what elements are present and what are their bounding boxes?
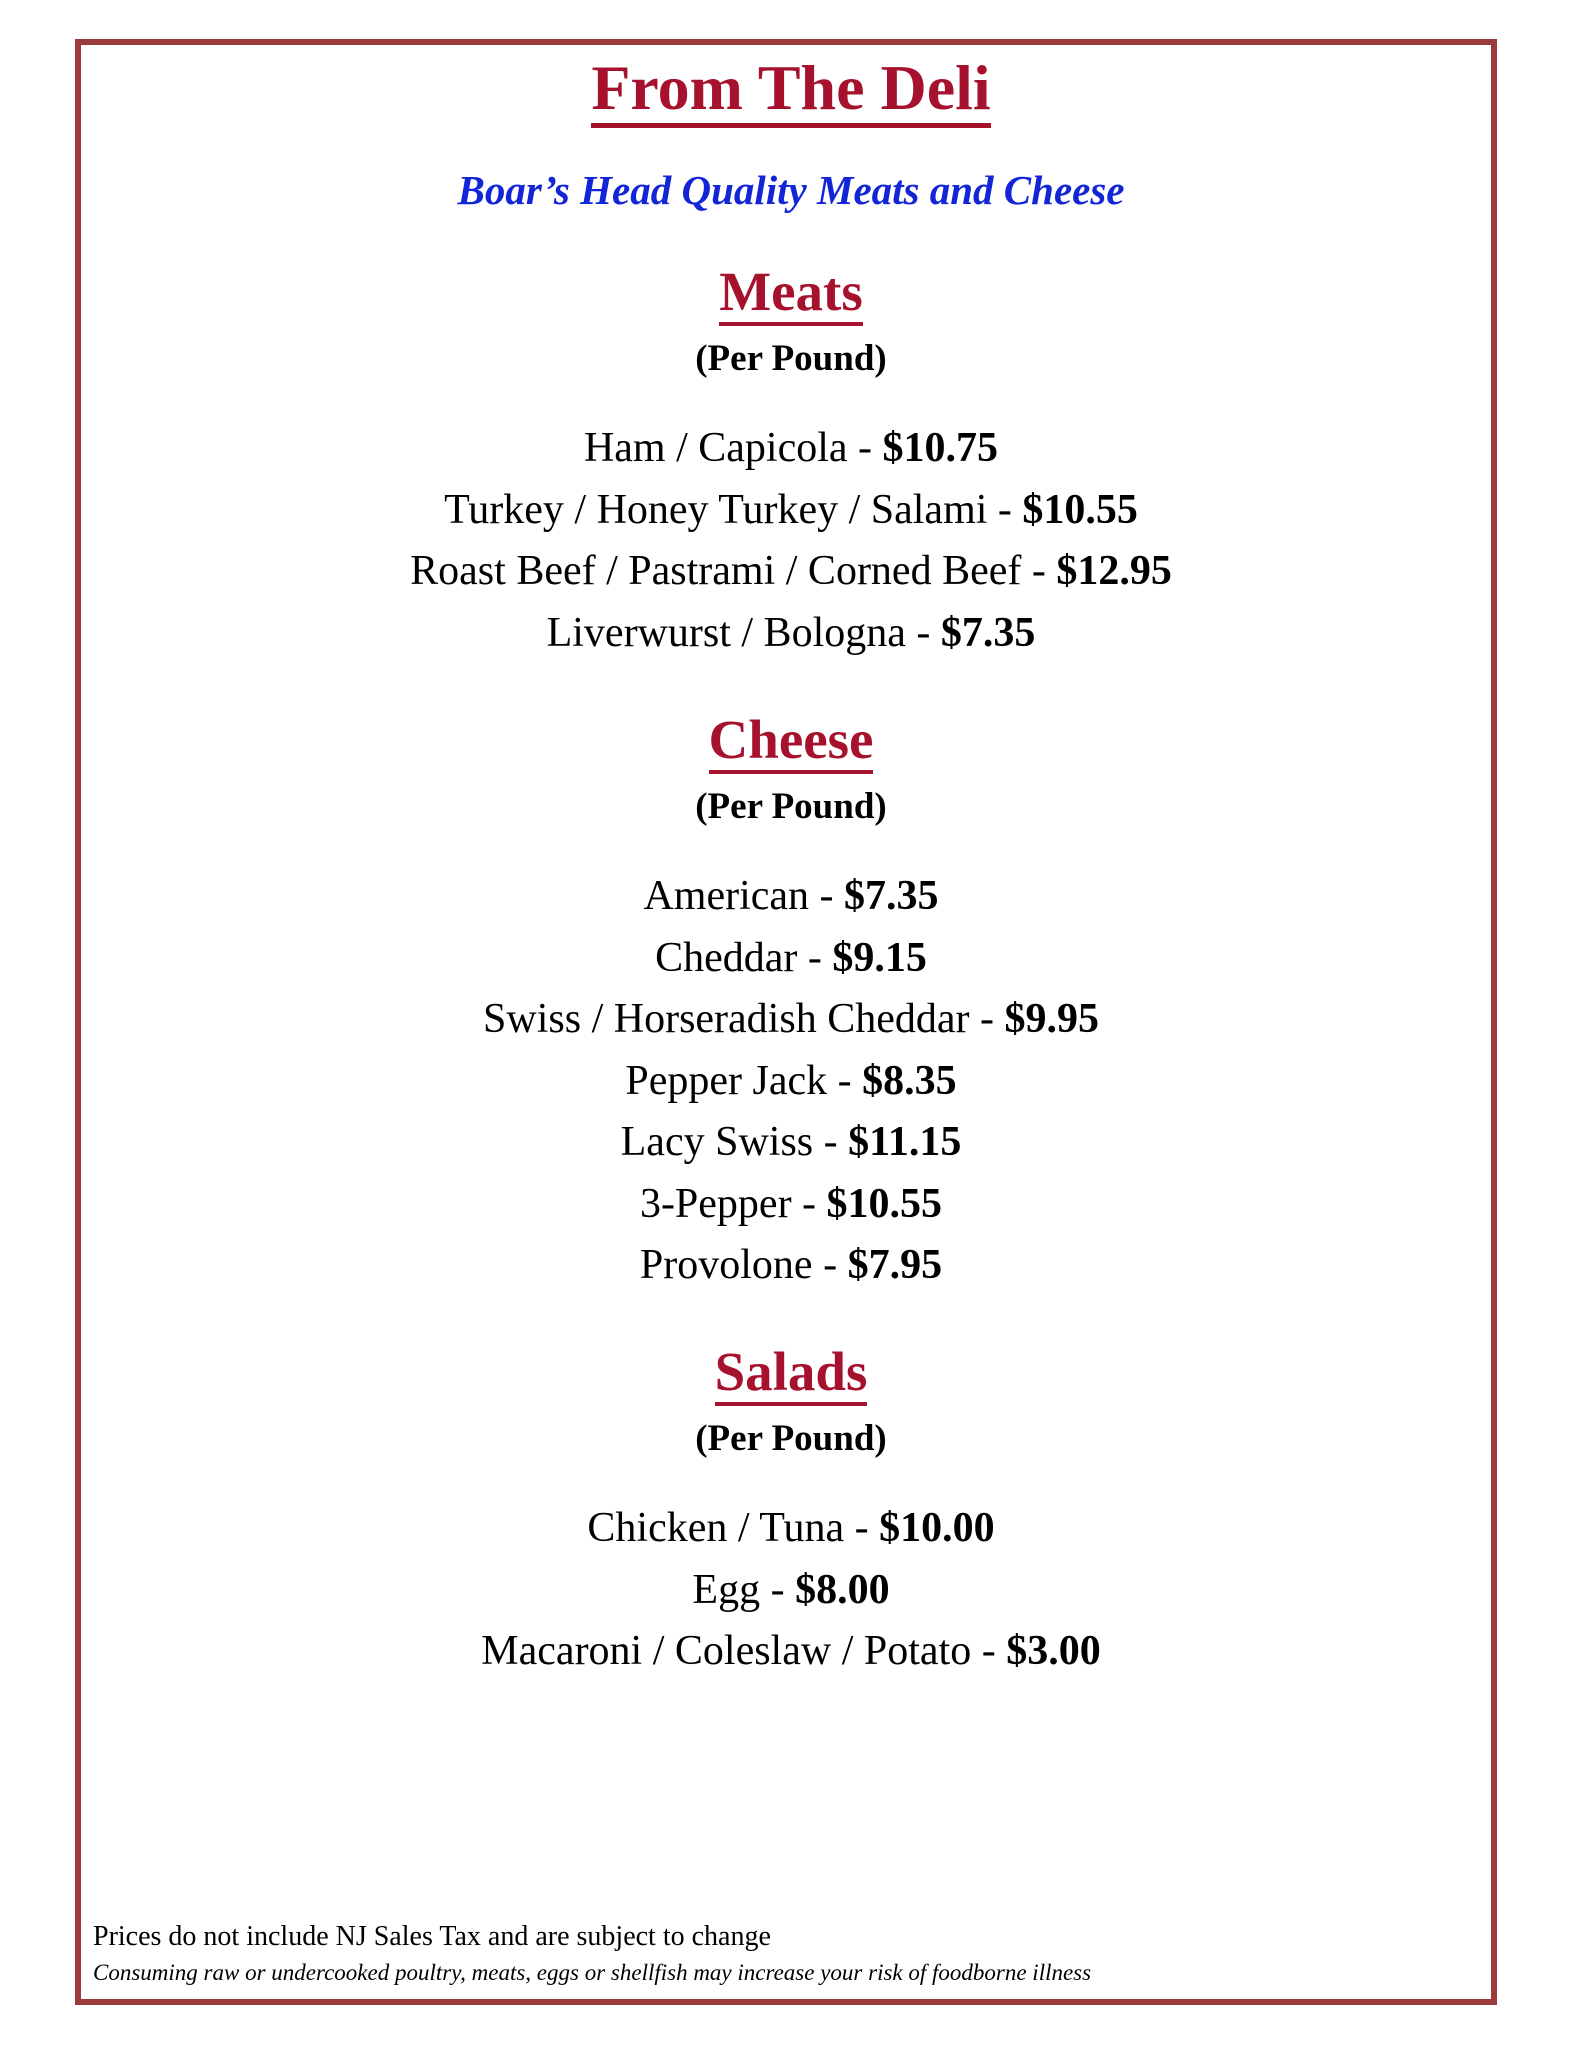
section-unit-meats: (Per Pound) <box>695 338 887 379</box>
list-item: Roast Beef / Pastrami / Corned Beef - $12.95 <box>410 548 1172 594</box>
price: $8.00 <box>795 1566 890 1613</box>
list-item: Lacy Swiss - $11.15 <box>620 1119 962 1165</box>
price: $3.00 <box>1006 1628 1101 1674</box>
list-item: 3-Pepper - $10.55 <box>639 1180 943 1227</box>
price: $7.35 <box>940 609 1036 656</box>
section-unit-salads: (Per Pound) <box>695 1418 887 1459</box>
list-item: Swiss / Horseradish Cheddar - $9.95 <box>483 996 1099 1042</box>
section-unit-cheese: (Per Pound) <box>695 786 887 827</box>
section-heading-meats: Meats <box>0 260 1582 324</box>
list-item: American - $7.35 <box>643 873 939 919</box>
price: $9.15 <box>832 934 927 981</box>
meats-list <box>0 418 1582 664</box>
price: $10.75 <box>882 425 999 471</box>
salads-list <box>0 1498 1582 1683</box>
subtitle: Boar’s Head Quality Meats and Cheese <box>457 167 1125 213</box>
section-heading-cheese: Cheese <box>0 708 1582 772</box>
list-item: Provolone - $7.95 <box>639 1242 943 1288</box>
list-item: Ham / Capicola - $10.75 <box>583 425 999 471</box>
price: $10.55 <box>826 1180 943 1227</box>
section-heading-salads: Salads <box>0 1340 1582 1404</box>
price: $10.55 <box>1022 486 1138 533</box>
list-item: Turkey / Honey Turkey / Salami - $10.55 <box>444 486 1138 533</box>
price: $10.00 <box>879 1505 995 1551</box>
health-warning: Consuming raw or undercooked poultry, meats, eggs or shellfish may increase your risk of foodborne illness <box>93 1960 1092 1985</box>
tax-note: Prices do not include NJ Sales Tax and are subject to change <box>93 1921 771 1952</box>
price: $9.95 <box>1004 996 1099 1042</box>
list-item: Macaroni / Coleslaw / Potato - $3.00 <box>481 1628 1101 1674</box>
list-item: Chicken / Tuna - $10.00 <box>587 1505 995 1551</box>
price: $12.95 <box>1056 548 1172 594</box>
cheese-list <box>0 866 1582 1297</box>
price: $8.35 <box>862 1057 957 1104</box>
price: $7.35 <box>844 873 939 919</box>
list-item: Pepper Jack - $8.35 <box>625 1057 957 1104</box>
price: $7.95 <box>847 1242 943 1288</box>
price: $11.15 <box>848 1119 962 1165</box>
list-item: Liverwurst / Bologna - $7.35 <box>546 609 1036 656</box>
page-title: From The Deli <box>0 50 1582 126</box>
list-item: Cheddar - $9.15 <box>655 934 927 981</box>
list-item: Egg - $8.00 <box>692 1566 890 1613</box>
